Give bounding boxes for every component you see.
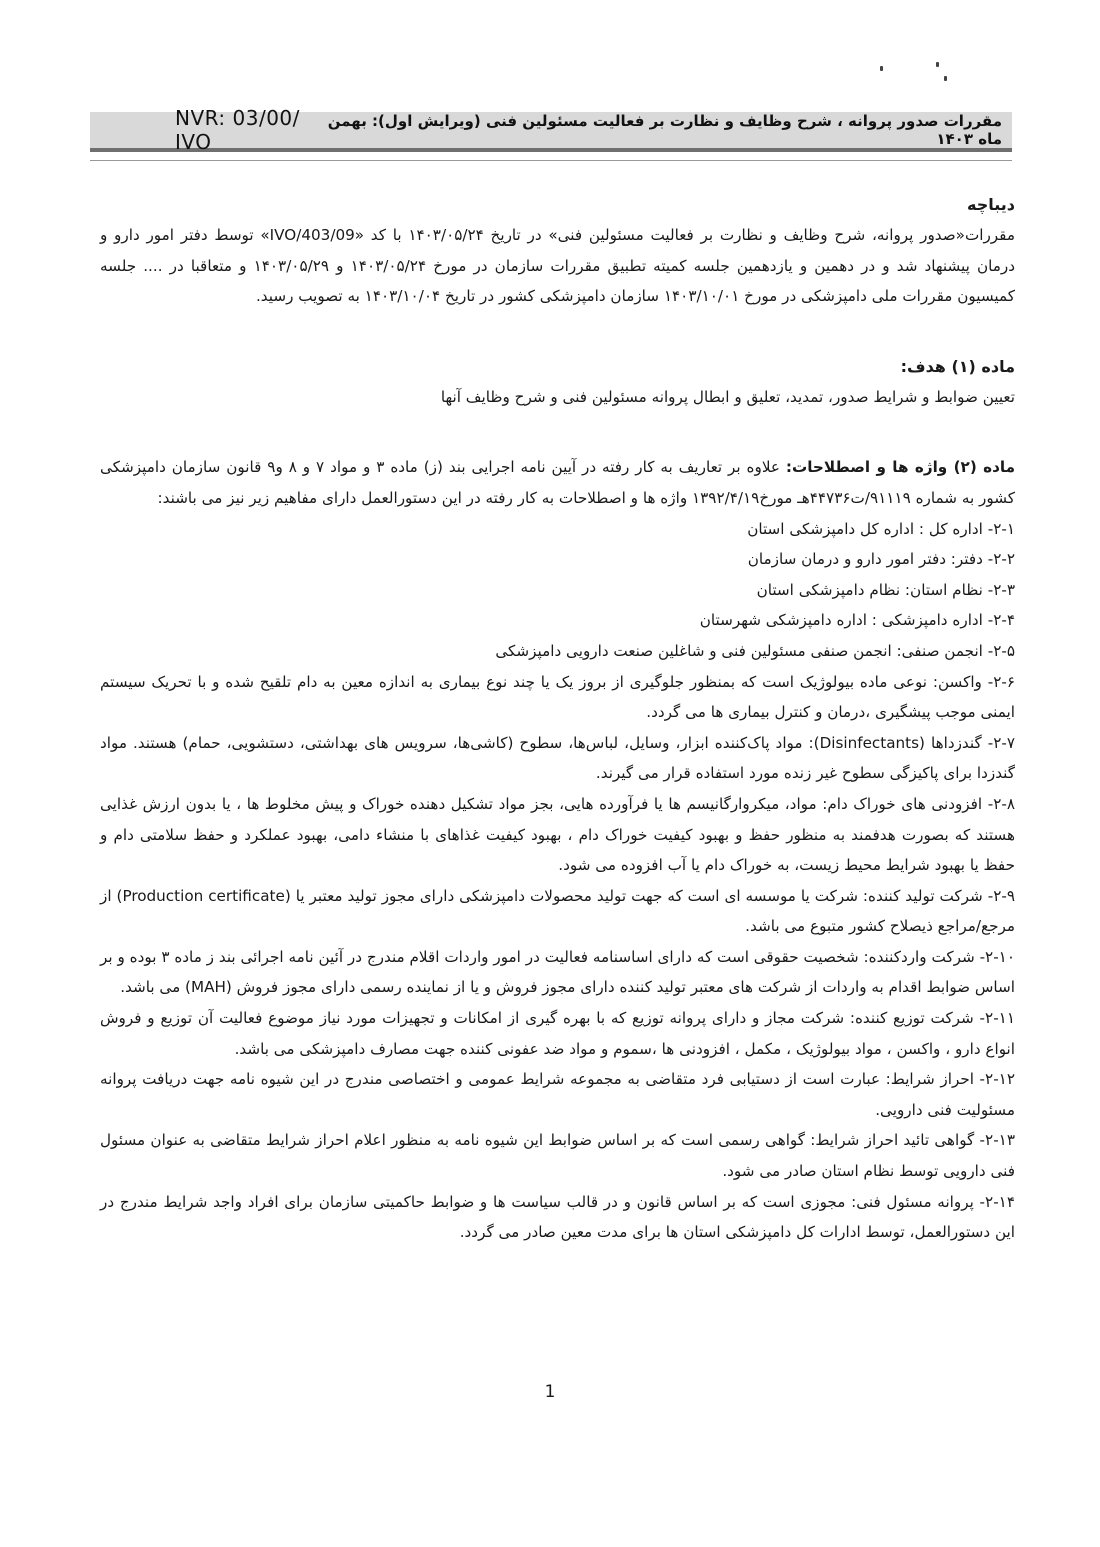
definition-item: ۲-۱۲- احراز شرایط: عبارت است از دستیابی فرد متقاضی به مجموعه شرایط عمومی و اختصاصی مندرج در این شیوه نامه جهت دریافت پروانه مسئولیت فنی دارویی.: [100, 1070, 1015, 1119]
definition-item: ۲-۴- اداره دامپزشکی : اداره دامپزشکی شهرستان: [699, 611, 1015, 630]
document-code: NVR: 03/00/ IVO: [175, 106, 300, 154]
preface-text: مقررات«صدور پروانه، شرح وظایف و نظارت بر فعالیت مسئولین فنی» در تاریخ ۱۴۰۳/۰۵/۲۴ با کد «403/09/IVO» توسط دفتر امور دارو و درمان پیشنهاد شد و در دهمین و یازدهمین جلسه کمیته تطبیق مقررات سازمان در مورخ ۱۴۰۳/۰۵/۲۴ و ۱۴۰۳/۰۵/۲۹ و متعاقبا در .... جلسه کمیسیون مقررات ملی دامپزشکی در مورخ ۱۴۰۳/۱۰/۰۱ سازمان دامپزشکی کشور در تاریخ ۱۴۰۳/۱۰/۰۴ به تصویب رسید.: [100, 226, 1015, 306]
definition-item: ۲-۱۴- پروانه مسئول فنی: مجوزی است که بر اساس قانون و در قالب سیاست ها و ضوابط حاکمیتی سازمان برای افراد واجد شرایط مندرج در این دستورالعمل، توسط ادارات کل دامپزشکی استان ها برای مدت معین صادر می گردد.: [100, 1192, 1015, 1242]
page-number: 1: [544, 1382, 556, 1402]
definition-item: ۲-۷- گندزداها (Disinfectants): مواد پاک‌کننده ابزار، وسایل، لباس‌ها، سطوح (کاشی‌ها، سرویس های بهداشتی، دستشویی، حمام) هستند. مواد گندزدا برای پاکیزگی سطوح غیر زنده مورد استفاده قرار می گیرند.: [100, 733, 1015, 783]
definition-item: ۲-۱- اداره کل : اداره کل دامپزشکی استان: [747, 519, 1015, 538]
document-body: [100, 190, 1015, 1248]
header-divider: [90, 160, 1012, 161]
definition-item: ۲-۱۳- گواهی تائید احراز شرایط: گواهی رسمی است که بر اساس ضوابط این شیوه نامه به منظور اعلام احراز شرایط متقاضی به عنوان مسئول فنی دارویی توسط نظام استان صادر می شود.: [100, 1131, 1015, 1181]
definition-item: ۲-۱۰- شرکت واردکننده: شخصیت حقوقی است که دارای اساسنامه فعالیت در امور واردات اقلام مندرج در آئین نامه اجرائی بند ز ماده ۳ بوده و بر اساس ضوابط اقدام به واردات از شرکت های معتبر تولید کننده دارای مجوز فروش و یا از نماینده رسمی دارای مجوز فروش (MAH) می باشد.: [100, 947, 1015, 997]
document-header-title: مقررات صدور پروانه ، شرح وظایف و نظارت بر فعالیت مسئولین فنی (ویرایش اول): بهمن ماه ۱۴۰۳: [327, 112, 1002, 148]
article-2-title: ماده (۲) واژه ها و اصطلاحات:: [785, 458, 1015, 477]
article-1-section: [100, 352, 1015, 413]
definition-item: ۲-۵- انجمن صنفی: انجمن صنفی مسئولین فنی و شاغلین صنعت دارویی دامپزشکی: [495, 641, 1015, 660]
preface-title: دیباچه: [967, 195, 1015, 214]
document-header: [90, 106, 1012, 154]
definition-item: ۲-۸- افزودنی های خوراک دام: مواد، میکروارگانیسم ها یا فرآورده هایی، بجز مواد تشکیل دهنده خوراک و پیش مخلوط ها ، یا بدون ارزش غذایی هستند که بصورت هدفمند به منظور حفظ و بهبود کیفیت خوراک دام ، بهبود کیفیت غذاهای با منشاء دامی، بهبود عملکرد و حفظ سلامتی دام و حفظ یا بهبود شرایط محیط زیست، به خوراک دام یا آب افزوده می شود.: [100, 794, 1015, 875]
definition-item: ۲-۲- دفتر: دفتر امور دارو و درمان سازمان: [747, 550, 1015, 569]
article-2-intro: علاوه بر تعاریف به کار رفته در آیین نامه اجرایی بند (ز) ماده ۳ و مواد ۷ و ۸ و۹ قانون سازمان دامپزشکی کشور به شماره ۹۱۱۱۹/ت۴۴۷۳۶هـ مورخ۱۳۹۲/۴/۱۹ واژه ها و اصطلاحات به کار رفته در این دستورالعمل دارای مفاهیم زیر نیز می باشند:: [100, 458, 1015, 507]
scan-marks: [870, 62, 960, 92]
article-2-intro-paragraph: [100, 452, 1015, 513]
article-1-title: ماده (۱) هدف:: [900, 356, 1015, 376]
article-2-section: [100, 452, 1015, 1247]
preface-section: [100, 190, 1015, 312]
definition-item: ۲-۶- واکسن: نوعی ماده بیولوژیک است که بمنظور جلوگیری از بروز یک یا چند نوع بیماری به اندازه معین به دام تلقیح شده و با تحریک سیستم ایمنی موجب پیشگیری ،درمان و کنترل بیماری ها می گردد.: [100, 672, 1015, 722]
definition-item: ۲-۳- نظام استان: نظام دامپزشکی استان: [756, 580, 1015, 599]
definition-item: ۲-۱۱- شرکت توزیع کننده: شرکت مجاز و دارای پروانه توزیع که با بهره گیری از امکانات و تجهیزات مورد نیاز موضوع فعالیت آن توزیع و فروش انواع دارو ، واکسن ، مواد بیولوژیک ، مکمل ، افزودنی ها ،سموم و مواد ضد عفونی کننده جهت مصارف دامپزشکی می باشد.: [100, 1009, 1015, 1058]
article-1-text: تعیین ضوابط و شرایط صدور، تمدید، تعلیق و ابطال پروانه مسئولین فنی و شرح وظایف آنها: [440, 387, 1015, 406]
definition-item: ۲-۹- شرکت تولید کننده: شرکت یا موسسه ای است که جهت تولید محصولات دامپزشکی دارای مجوز تولید معتبر یا (Production certificate) از مرجع/مراجع ذیصلاح کشور متبوع می باشد.: [100, 886, 1016, 936]
